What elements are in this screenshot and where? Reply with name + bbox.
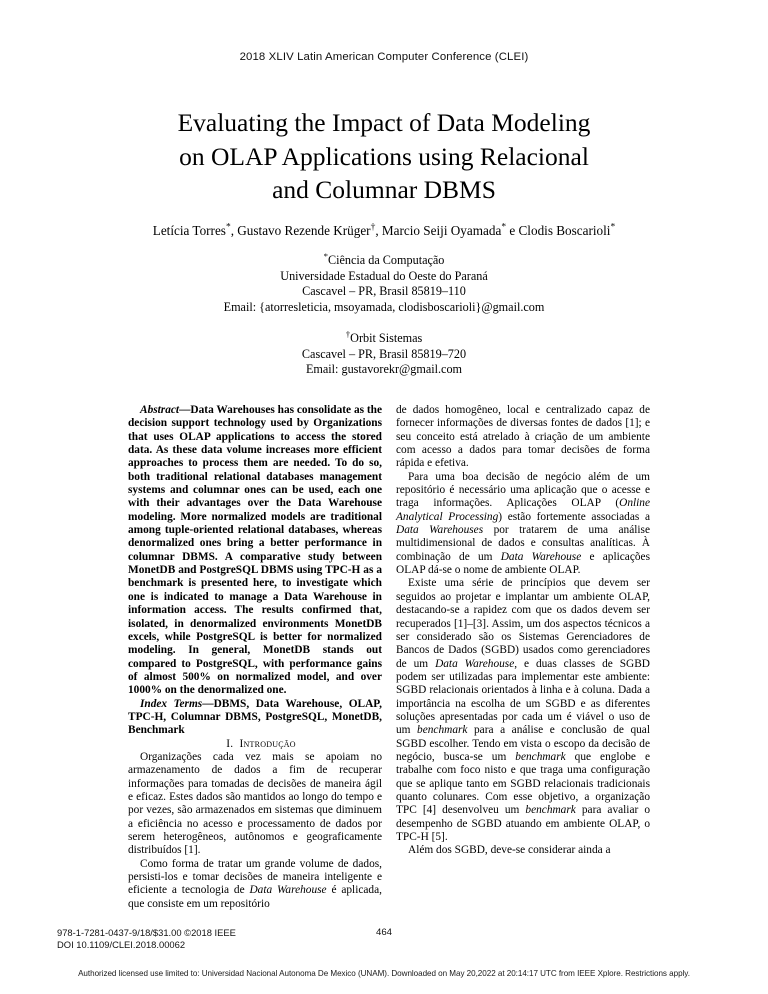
author-4-name: Clodis Boscarioli <box>518 223 611 238</box>
intro-paragraph-4 <box>396 577 650 844</box>
column-right <box>396 404 650 858</box>
abstract-paragraph <box>128 404 382 698</box>
intro-p4-italic-benchmark-3: benchmark <box>525 804 576 817</box>
footer-doi-line: DOI 10.1109/CLEI.2018.00062 <box>57 938 186 950</box>
intro-p3-italic-datawarehouses: Data Warehouses <box>396 524 484 537</box>
affiliation-block-secondary <box>60 328 708 378</box>
intro-paragraph-2 <box>128 858 382 911</box>
intro-p4-italic-benchmark-1: benchmark <box>417 724 468 737</box>
title-line-3: and Columnar DBMS <box>272 175 496 204</box>
section-title: Introdução <box>239 737 296 750</box>
intro-p4-part-a: Existe uma série de princípios que devem ser seguidos ao projetar e implantar um ambiente OLAP, destacando-se a rapidez com que os dados devem ser recuperados [1]–[3]. Assim, um dos aspectos técnicos a ser considerado são os Sistemas Gerenciadores de Bancos de Dados (SGBD) usados como gerenciadores de um <box>396 577 650 670</box>
page-number: 464 <box>375 927 392 938</box>
author-1-mark: * <box>225 222 231 233</box>
intro-p4-part-c: para a análise e conclusão de qual SGBD escolher. Tendo em vista o escopo da decisão de negócio, busca-se um <box>396 724 650 763</box>
author-1-name: Letícia Torres <box>152 223 226 238</box>
author-sep-3: e <box>506 223 519 238</box>
title-line-2: on OLAP Applications using Relacional <box>179 141 589 171</box>
index-terms-label: Index Terms <box>140 697 203 710</box>
page-title <box>104 106 664 207</box>
title-line-1: Evaluating the Impact of Data Modeling <box>177 108 591 137</box>
intro-p3-part-b: ) estão fortemente associadas a <box>498 510 650 523</box>
author-2-name: Gustavo Rezende Krüger <box>237 223 371 238</box>
index-terms-dash: — <box>202 697 214 710</box>
intro-p2-part-a: Como forma de tratar um grande volume de dados, persisti-los e tomar decisões de maneira inteligente e eficiente a tecnologia de <box>128 857 382 897</box>
section-heading-introduction <box>128 738 382 751</box>
intro-p3-part-c: por tratarem de uma análise multidimensional de dados e consultas analíticas. À combinação de um <box>396 524 650 563</box>
author-list <box>60 222 708 240</box>
affiliation-institution: Universidade Estadual do Oeste do Paraná <box>280 268 488 283</box>
abstract-dash: — <box>179 404 191 416</box>
conference-header: 2018 XLIV Latin American Computer Conference (CLEI) <box>239 51 529 63</box>
affiliation-dept-line <box>60 250 708 269</box>
author-3-mark: * <box>501 222 507 233</box>
intro-p4-italic-benchmark-2: benchmark <box>515 750 566 763</box>
intro-paragraph-5: Além dos SGBD, deve-se considerar ainda a <box>408 844 611 857</box>
intro-p4-part-e: para avaliar o desempenho de SGBD atuando em ambiente OLAP, o TPC-H [5]. <box>396 804 650 843</box>
section-number: I. <box>226 737 234 750</box>
author-4-mark: * <box>610 222 616 233</box>
footer-isbn-line: 978-1-7281-0437-9/18/$31.00 ©2018 IEEE <box>57 927 236 938</box>
intro-p3-part-d: e aplicações OLAP dá-se o nome de ambiente OLAP. <box>396 550 650 577</box>
intro-p2-part-b-right: de dados homogêneo, local e centralizado capaz de fornecer informações de diversas fontes de dados [1]; e seu conceito está atrelado à criação de um ambiente com acesso a dados para tomar decisões de forma rápida e efetiva. <box>396 404 650 470</box>
intro-paragraph-2-cont <box>396 404 650 471</box>
intro-paragraph-3 <box>396 471 650 578</box>
author-sep-1: , <box>230 223 238 238</box>
affiliation-secondary-mark: † <box>345 328 351 339</box>
author-2-mark: † <box>370 222 376 233</box>
author-3-name: Marcio Seiji Oyamada <box>381 223 502 238</box>
intro-p2-part-b-left: é aplicada, que consiste em um repositório <box>128 884 382 910</box>
intro-p3-italic-datawarehouse: Data Warehouse <box>500 550 582 563</box>
intro-p3-part-a: Para uma boa decisão de negócio além de um repositório é necessário uma aplicação que o acesse e traga informações. Aplicações OLAP ( <box>396 470 650 510</box>
affiliation-secondary-address: Cascavel – PR, Brasil 85819–720 <box>301 346 467 361</box>
affiliation-block-primary <box>60 250 708 315</box>
affiliation-email: Email: {atorresleticia, msoyamada, clodisboscarioli}@gmail.com <box>223 299 545 314</box>
intro-p4-part-b: , e duas classes de SGBD podem ser utilizadas para implementar este ambiente: SGBD relacionais orientados à linha e à coluna. Dada a importância na escolha de um SGBD e as diferentes soluções apresentadas por cada um é viável o uso de um <box>396 657 650 737</box>
index-terms-paragraph <box>128 698 382 738</box>
index-terms-text: DBMS, Data Warehouse, OLAP, TPC-H, Columnar DBMS, PostgreSQL, MonetDB, Benchmark <box>128 697 382 737</box>
license-notice: Authorized licensed use limited to: Universidad Nacional Autonoma De Mexico (UNAM). Downloaded on May 20,2022 at 20:14:17 UTC from IEEE Xplore. Restrictions apply. <box>78 969 690 978</box>
column-left <box>128 404 382 911</box>
intro-p3-italic-olap-expansion: Online Analytical Processing <box>396 497 650 523</box>
author-sep-2: , <box>375 223 382 238</box>
abstract-label: Abstract <box>140 404 180 416</box>
affiliation-secondary-name-line <box>60 328 708 347</box>
affiliation-secondary-institution: Orbit Sistemas <box>350 331 423 345</box>
intro-p4-italic-datawarehouse: Data Warehouse <box>435 657 515 670</box>
affiliation-primary-mark: * <box>323 250 328 261</box>
affiliation-address: Cascavel – PR, Brasil 85819–110 <box>302 284 466 299</box>
intro-paragraph-1: Organizações cada vez mais se apoiam no armazenamento de dados a fim de recuperar informações para tomadas de decisões de maneira ágil e eficaz. Estes dados são mantidos ao longo do tempo e por vezes, são armazenados em sistemas que diminuem a eficiência no acesso e processamento de dados por serem heterogêneos, autônomos e geograficamente distribuídos [1]. <box>128 750 382 857</box>
intro-p4-part-d: que englobe e trabalhe com foco nisto e que traga uma configuração que se aplique tanto em SGBD relacionais tradicionais quanto colunares. Com esse objetivo, a organização TPC [4] desenvolveu um <box>396 750 650 817</box>
affiliation-dept: Ciência da Computação <box>327 253 445 267</box>
abstract-text: Data Warehouses has consolidate as the decision support technology used by Organizations that uses OLAP applications to access the stored data. As these data volume increases more efficient approaches to process them are needed. To do so, both traditional relational databases management systems and columnar ones can be used, each one with their advantages over the Data Warehouse modeling. More normalized models are traditional among tuple-oriented relational databases, whereas denormalized ones bring a better performance in columnar DBMS. A comparative study between MonetDB and PostgreSQL DBMS using TPC-H as a benchmark is presented here, to investigate which one is indicated to manage a Data Warehouse in information access. The results confirmed that, isolated, in denormalized environments MonetDB excels, while PostgreSQL is better for normalized modeling. In general, MonetDB stands out compared to PostgreSQL, with performance gains of almost 500% on normalized model, and over 1000% on the denormalized one. <box>128 404 382 697</box>
affiliation-secondary-email: Email: gustavorekr@gmail.com <box>305 362 463 377</box>
intro-p2-italic-datawarehouse: Data Warehouse <box>249 884 327 897</box>
